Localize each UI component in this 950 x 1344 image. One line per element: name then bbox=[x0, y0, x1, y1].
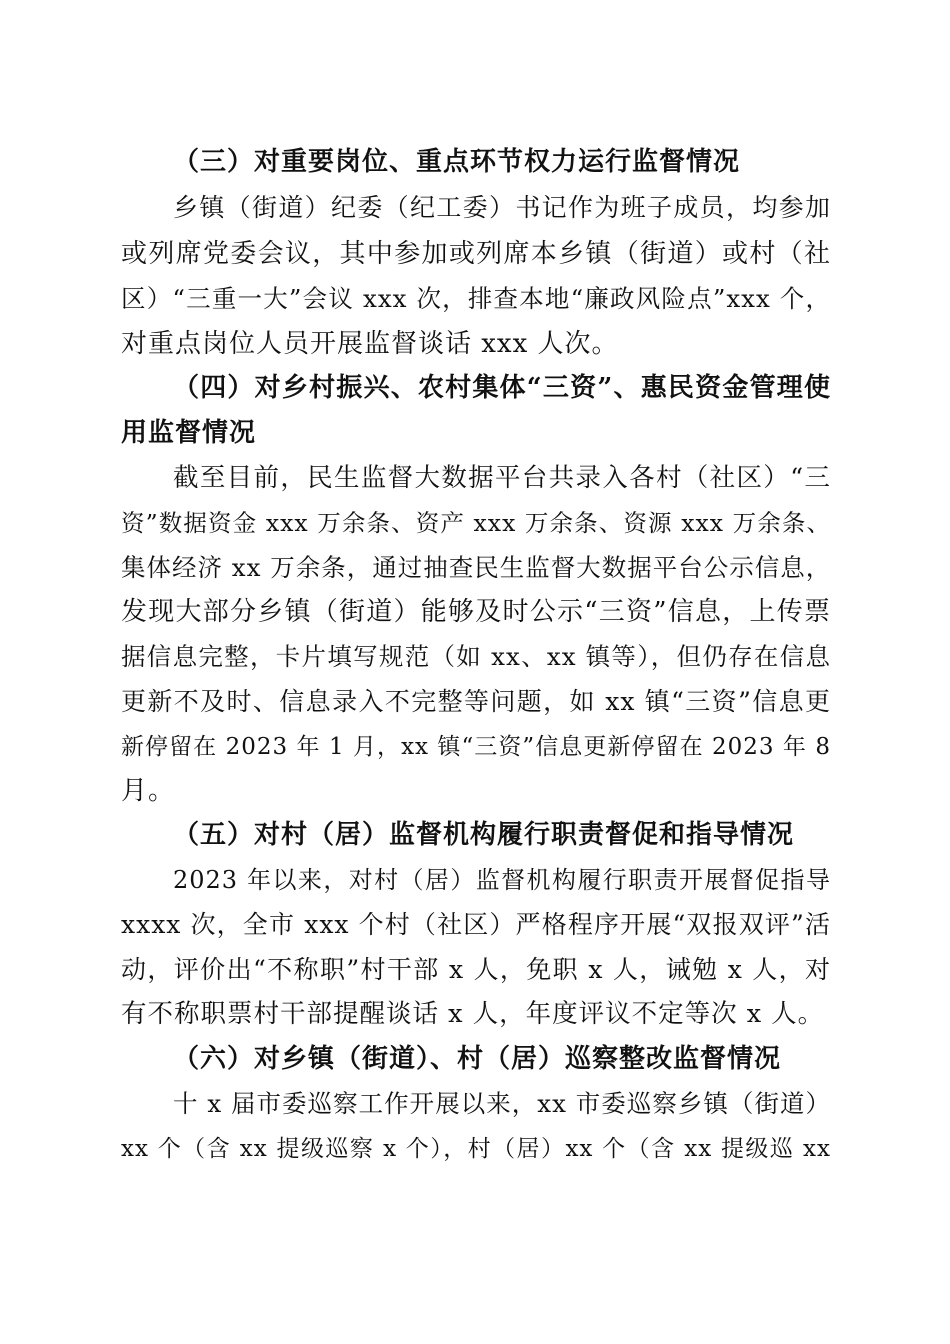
paragraph-line: 有不称职票村干部提醒谈话 x 人，年度评议不定等次 x 人。 bbox=[121, 999, 825, 1029]
paragraph-line: 或列席党委会议，其中参加或列席本乡镇（街道）或村（社 bbox=[121, 239, 831, 269]
paragraph-line: 资”数据资金 xxx 万余条、资产 xxx 万余条、资源 xxx 万余条、 bbox=[121, 509, 831, 537]
paragraph-line: 截至目前，民生监督大数据平台共录入各村（社区）“三 bbox=[173, 463, 831, 493]
paragraph-line: 区）“三重一大”会议 xxx 次，排查本地“廉政风险点”xxx 个， bbox=[121, 284, 831, 313]
section-heading-4-line-2: 用监督情况 bbox=[121, 418, 257, 448]
paragraph-line: xx 个（含 xx 提级巡察 x 个），村（居）xx 个（含 xx 提级巡 xx bbox=[121, 1136, 831, 1162]
paragraph-line: 月。 bbox=[121, 776, 176, 806]
paragraph-line: 集体经济 xx 万余条，通过抽查民生监督大数据平台公示信息， bbox=[121, 553, 832, 582]
paragraph-line: 对重点岗位人员开展监督谈话 xxx 人次。 bbox=[121, 329, 619, 359]
section-heading-3: （三）对重要岗位、重点环节权力运行监督情况 bbox=[173, 147, 741, 177]
paragraph-line: 据信息完整，卡片填写规范（如 xx、xx 镇等），但仍存在信息 bbox=[121, 642, 831, 671]
paragraph-line: 新停留在 2023 年 1 月，xx 镇“三资”信息更新停留在 2023 年 8 bbox=[121, 734, 831, 760]
paragraph-line: 更新不及时、信息录入不完整等问题，如 xx 镇“三资”信息更 bbox=[121, 687, 831, 716]
paragraph-line: xxxx 次，全市 xxx 个村（社区）严格程序开展“双报双评”活 bbox=[121, 910, 831, 939]
paragraph-line: 动，评价出“不称职”村干部 x 人，免职 x 人，诫勉 x 人，对 bbox=[121, 955, 831, 984]
paragraph-line: 2023 年以来，对村（居）监督机构履行职责开展督促指导 bbox=[173, 866, 831, 894]
paragraph-line: 发现大部分乡镇（街道）能够及时公示“三资”信息，上传票 bbox=[121, 597, 831, 627]
section-heading-4-line-1: （四）对乡村振兴、农村集体“三资”、惠民资金管理使 bbox=[173, 373, 831, 403]
paragraph-line: 十 x 届市委巡察工作开展以来，xx 市委巡察乡镇（街道） bbox=[173, 1089, 831, 1118]
paragraph-line: 乡镇（街道）纪委（纪工委）书记作为班子成员，均参加 bbox=[173, 193, 831, 222]
section-heading-6: （六）对乡镇（街道）、村（居）巡察整改监督情况 bbox=[173, 1044, 782, 1074]
section-heading-5: （五）对村（居）监督机构履行职责督促和指导情况 bbox=[173, 820, 795, 850]
